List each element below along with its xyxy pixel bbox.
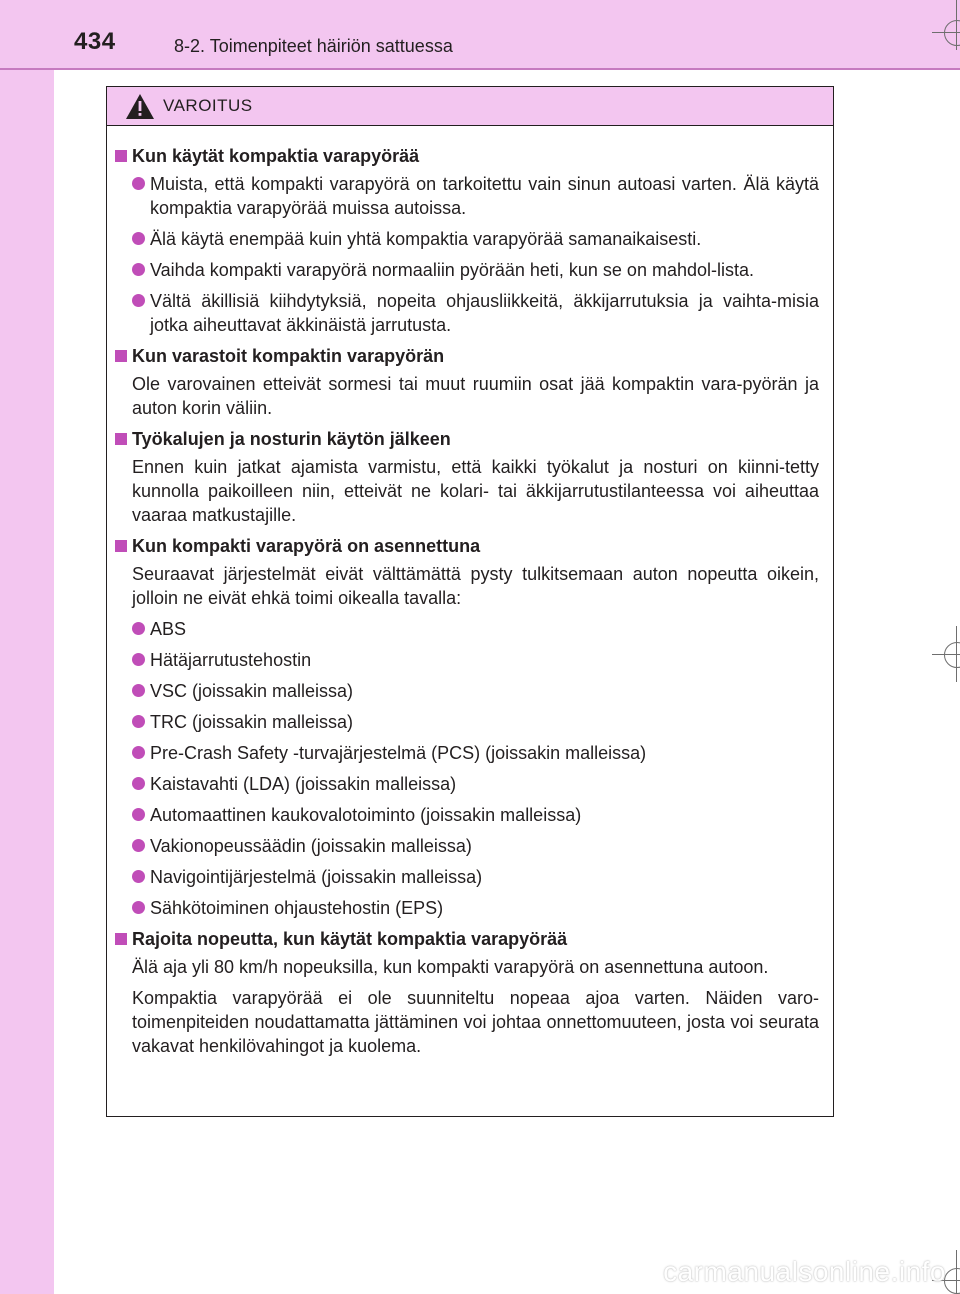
paragraph: Ole varovainen etteivät sormesi tai muut ruumiin osat jää kompaktin vara-pyörän ja auton korin väliin. [132, 374, 819, 418]
bullet-item: Älä käytä enempää kuin yhtä kompaktia varapyörää samanaikaisesti. [115, 227, 819, 251]
section-heading: Rajoita nopeutta, kun käytät kompaktia varapyörää [115, 927, 819, 951]
page-header [0, 0, 960, 68]
bullet-item: Vaihda kompakti varapyörä normaaliin pyörään heti, kun se on mahdol-lista. [115, 258, 819, 282]
bullet-item: Automaattinen kaukovalotoiminto (joissakin malleissa) [115, 803, 819, 827]
bullet-item: Muista, että kompakti varapyörä on tarkoitettu vain sinun autoasi varten. Älä käytä kompaktia varapyörää muissa autoissa. [115, 172, 819, 220]
paragraph: Ennen kuin jatkat ajamista varmistu, että kaikki työkalut ja nosturi on kiinni-tetty kunnolla paikoilleen niin, etteivät ne kolari- tai äkkijarrutustilanteessa voi aiheuttaa vaaraa matkustajille. [132, 457, 819, 525]
section-heading: Kun kompakti varapyörä on asennettuna [115, 534, 819, 558]
warning-label: VAROITUS [163, 96, 253, 115]
warning-body [107, 144, 833, 1065]
header-divider [0, 68, 960, 70]
bullet-item: Vakionopeussäädin (joissakin malleissa) [115, 834, 819, 858]
page-number: 434 [74, 28, 116, 55]
bullet-item: Navigointijärjestelmä (joissakin malleissa) [115, 865, 819, 889]
side-color-strip [0, 0, 54, 1294]
section-heading: Kun käytät kompaktia varapyörää [115, 144, 819, 168]
bullet-item: Hätäjarrutustehostin [115, 648, 819, 672]
bullet-item: ABS [115, 617, 819, 641]
section-title: 8-2. Toimenpiteet häiriön sattuessa [174, 36, 453, 56]
section-heading: Kun varastoit kompaktin varapyörän [115, 344, 819, 368]
warning-header [107, 87, 833, 126]
bullet-item: Vältä äkillisiä kiihdytyksiä, nopeita ohjausliikkeitä, äkkijarrutuksia ja vaihta-misia jotka aiheuttavat äkkinäistä jarrutusta. [115, 289, 819, 337]
bullet-item: Pre-Crash Safety -turvajärjestelmä (PCS) (joissakin malleissa) [115, 741, 819, 765]
warning-triangle-icon [125, 93, 155, 120]
watermark: carmanualsonline.info [663, 1256, 946, 1287]
paragraph: Kompaktia varapyörää ei ole suunniteltu nopeaa ajoa varten. Näiden varo-toimenpiteiden noudattamatta jättäminen voi johtaa onnettomuuteen, josta voi seurata vakavat henkilövahingot ja kuolema. [132, 988, 819, 1056]
bullet-item: VSC (joissakin malleissa) [115, 679, 819, 703]
paragraph: Seuraavat järjestelmät eivät välttämättä pysty tulkitsemaan auton nopeutta oikein, jolloin ne eivät ehkä toimi oikealla tavalla: [132, 564, 819, 608]
paragraph: Älä aja yli 80 km/h nopeuksilla, kun kompakti varapyörä on asennettuna autoon. [132, 957, 769, 977]
section-heading: Työkalujen ja nosturin käytön jälkeen [115, 427, 819, 451]
bullet-item: Sähkötoiminen ohjaustehostin (EPS) [115, 896, 819, 920]
bullet-item: TRC (joissakin malleissa) [115, 710, 819, 734]
warning-box [106, 86, 834, 1117]
bullet-item: Kaistavahti (LDA) (joissakin malleissa) [115, 772, 819, 796]
